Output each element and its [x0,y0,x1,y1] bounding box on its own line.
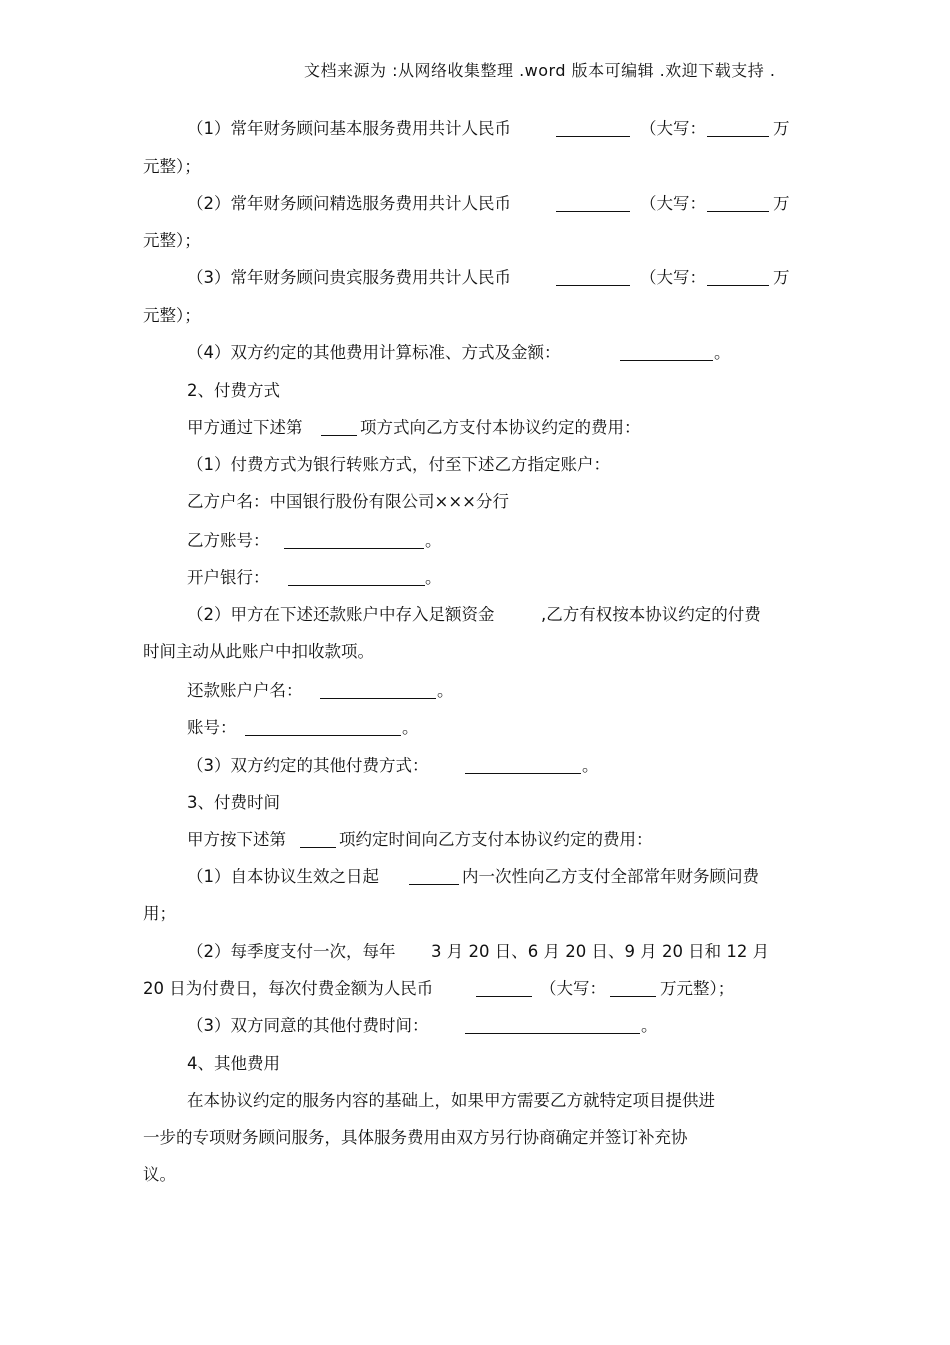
bank-period: 。 [425,568,442,587]
repay-account-name-blank[interactable] [320,682,436,699]
payment-option-2-c: 时间主动从此账户中扣收款项。 [143,642,374,661]
bank-blank[interactable] [288,569,425,586]
payment-time-option-2-a: （2）每季度支付一次，每年 [187,942,396,961]
bank-label: 开户银行： [187,568,270,587]
fee-item-1-suffix: 元整）； [143,157,201,176]
account-name: 乙方户名：中国银行股份有限公司×××分行 [187,492,509,511]
fee-item-2-daxie-blank[interactable] [707,195,769,212]
fee-item-2-daxie-label: （大写： [640,194,706,213]
fee-item-2-wan: 万 [773,194,790,213]
fee-item-4: （4）双方约定的其他费用计算标准、方式及金额： [187,343,561,362]
payment-time-option-2-daxie-label: （大写： [540,979,606,998]
payment-method-intro-a: 甲方通过下述第 [187,418,303,437]
fee-item-4-blank[interactable] [620,344,713,361]
fee-item-3: （3）常年财务顾问贵宾服务费用共计人民币 [187,268,511,287]
payment-time-option-1-b: 内一次性向乙方支付全部常年财务顾问费 [462,867,759,886]
payment-option-1: （1）付费方式为银行转账方式，付至下述乙方指定账户： [187,455,610,474]
fee-item-1: （1）常年财务顾问基本服务费用共计人民币 [187,119,511,138]
fee-item-1-daxie-label: （大写： [640,119,706,138]
repay-account-number-label: 账号： [187,718,237,737]
other-fees-heading: 4、其他费用 [187,1054,280,1073]
page-header: 文档来源为 :从网络收集整理 .word 版本可编辑 .欢迎下载支持 . [304,61,776,80]
fee-item-3-daxie-label: （大写： [640,268,706,287]
payment-time-option-2-daxie-blank[interactable] [610,980,656,997]
payment-time-option-2-b: 3 月 20 日、6 月 20 日、9 月 20 日和 12 月 [431,942,770,961]
payment-option-3-period: 。 [582,756,599,775]
fee-item-3-suffix: 元整）； [143,306,201,325]
payment-time-item-blank[interactable] [300,831,336,848]
payment-option-2-b: ,乙方有权按本协议约定的付费 [541,605,761,624]
repay-account-name-label: 还款账户户名： [187,681,303,700]
payment-time-option-3-period: 。 [641,1016,658,1035]
payment-time-intro-a: 甲方按下述第 [187,830,286,849]
payment-option-3-blank[interactable] [465,757,581,774]
fee-item-3-wan: 万 [773,268,790,287]
payment-time-option-3: （3）双方同意的其他付费时间： [187,1016,429,1035]
payment-time-option-1-a: （1）自本协议生效之日起 [187,867,379,886]
payment-option-2-a: （2）甲方在下述还款账户中存入足额资金 [187,605,495,624]
fee-item-4-period: 。 [714,343,731,362]
fee-item-1-amount-blank[interactable] [556,120,630,137]
payment-time-option-3-blank[interactable] [465,1017,640,1034]
payment-method-intro-b: 项方式向乙方支付本协议约定的费用： [360,418,641,437]
fee-item-1-daxie-blank[interactable] [707,120,769,137]
fee-item-3-amount-blank[interactable] [556,269,630,286]
payment-method-heading: 2、付费方式 [187,381,280,400]
account-number-label: 乙方账号： [187,531,270,550]
payment-time-option-2-amount-blank[interactable] [476,980,532,997]
fee-item-3-daxie-blank[interactable] [707,269,769,286]
payment-method-item-blank[interactable] [321,419,357,436]
payment-time-option-1-blank[interactable] [409,868,459,885]
repay-account-name-period: 。 [437,681,454,700]
payment-time-option-2-e: 万元整）； [660,979,735,998]
fee-item-1-wan: 万 [773,119,790,138]
repay-account-number-blank[interactable] [245,719,401,736]
payment-time-intro-b: 项约定时间向乙方支付本协议约定的费用： [339,830,653,849]
payment-time-option-2-c: 20 日为付费日，每次付费金额为人民币 [143,979,434,998]
fee-item-2: （2）常年财务顾问精选服务费用共计人民币 [187,194,511,213]
repay-account-number-period: 。 [402,718,419,737]
account-number-period: 。 [425,531,442,550]
payment-time-option-1-c: 用； [143,904,176,923]
other-fees-line-3: 议。 [143,1165,176,1184]
other-fees-line-2: 一步的专项财务顾问服务，具体服务费用由双方另行协商确定并签订补充协 [143,1128,688,1147]
payment-time-heading: 3、付费时间 [187,793,280,812]
account-number-blank[interactable] [284,532,424,549]
other-fees-line-1: 在本协议约定的服务内容的基础上，如果甲方需要乙方就特定项目提供进 [187,1091,715,1110]
fee-item-2-amount-blank[interactable] [556,195,630,212]
payment-option-3: （3）双方约定的其他付费方式： [187,756,429,775]
fee-item-2-suffix: 元整）； [143,231,201,250]
